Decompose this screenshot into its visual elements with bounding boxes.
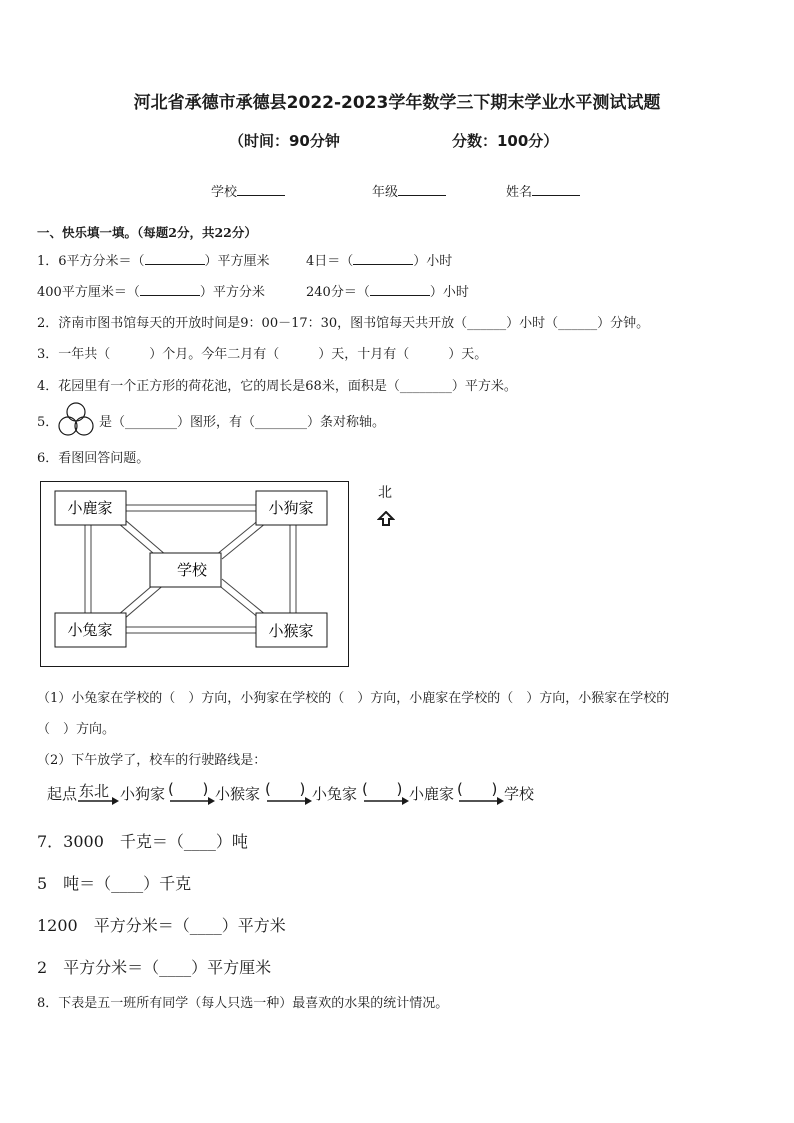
q5-prefix: 5． [37,415,59,430]
route-start: 起点 [47,785,78,803]
q5-text: 是（________）图形，有（________）条对称轴。 [99,415,386,430]
q1-a-suffix: ）平方厘米 [204,254,270,269]
q7-part-a: 7．3000 千克＝（____）吨 [37,832,248,851]
route-arrow [170,796,216,806]
q7-part-c: 1200 平方分米＝（____）平方米 [37,916,286,935]
school-field[interactable] [211,181,285,200]
north-label: 北 [378,485,392,501]
dog-house-label: 小狗家 [268,499,314,517]
exam-time: （时间：90分钟 [229,132,340,150]
route-arrow [459,796,505,806]
q7-part-b: 5 吨＝（____）千克 [37,874,192,893]
route-stop-monkey: 小猴家 [215,785,261,803]
q1-part-a [37,250,270,269]
route-arrow [364,796,410,806]
route-first-direction: 东北 [79,782,110,800]
q1-b-blank[interactable] [353,252,413,265]
q1-part-c [37,281,265,300]
school-label: 学校 [176,561,208,579]
route-arrow [267,796,313,806]
q1-a-blank[interactable] [145,252,205,265]
q1-b-suffix: ）小时 [413,254,453,269]
route-arrow [78,796,120,806]
name-blank[interactable] [532,182,580,196]
section-heading: 一、快乐填一填。（每题2分，共22分） [37,225,257,240]
q1-d-blank[interactable] [370,283,430,296]
route-stop-rabbit: 小兔家 [312,785,358,803]
q1-d-prefix: 240分＝（ [306,285,370,300]
name-label: 姓名 [506,185,533,200]
route-blank-1[interactable]: ( ) [168,780,209,798]
deer-house-label: 小鹿家 [67,499,113,517]
q8-text: 8．下表是五一班所有同学（每人只选一种）最喜欢的水果的统计情况。 [37,996,449,1011]
up-arrow-icon [377,511,395,527]
grade-blank[interactable] [398,182,446,196]
route-blank-3[interactable]: ( ) [362,780,403,798]
q1-d-suffix: ）小时 [429,285,469,300]
name-field[interactable] [506,181,580,200]
page-title: 河北省承德市承德县2022-2023学年数学三下期末学业水平测试试题 [133,93,661,113]
school-blank[interactable] [237,182,285,196]
q6-text: 6．看图回答问题。 [37,451,150,466]
q1-part-b [306,250,452,269]
q3-text: 3．一年共（ ）个月。今年二月有（ ）天，十月有（ ）天。 [37,347,488,362]
exam-score: 分数：100分） [452,132,559,150]
grade-field[interactable] [372,181,446,200]
route-stop-school: 学校 [504,785,535,803]
q4-text: 4．花园里有一个正方形的荷花池，它的周长是68米，面积是（________）平方米。 [37,379,517,394]
q1-c-prefix: 400平方厘米＝（ [37,285,140,300]
town-map [40,481,350,668]
route-stop-deer: 小鹿家 [409,785,455,803]
q6-sub2: （2）下午放学了，校车的行驶路线是： [37,753,267,768]
q1-b-prefix: 4日＝（ [306,254,354,269]
q6-sub1-line1: （1）小兔家在学校的（ ）方向，小狗家在学校的（ ）方向，小鹿家在学校的（ ）方向，小猴家在学校的 [37,691,670,706]
monkey-house-label: 小猴家 [268,622,314,640]
grade-label: 年级 [372,185,399,200]
q1-c-suffix: ）平方分米 [199,285,265,300]
rabbit-house-label: 小兔家 [67,621,113,639]
three-circles-figure [58,401,94,437]
route-blank-4[interactable]: ( ) [457,780,498,798]
q1-a-prefix: 1．6平方分米＝（ [37,254,145,269]
route-stop-dog: 小狗家 [120,785,166,803]
route-blank-2[interactable]: ( ) [265,780,306,798]
q1-c-blank[interactable] [140,283,200,296]
q1-part-d [306,281,469,300]
q2-text: 2．济南市图书馆每天的开放时间是9：00－17：30，图书馆每天共开放（______）小时（______）分钟。 [37,316,650,331]
q7-part-d: 2 平方分米＝（____）平方厘米 [37,958,272,977]
school-label: 学校 [211,185,238,200]
q6-sub1-line2: （ ）方向。 [37,722,116,737]
